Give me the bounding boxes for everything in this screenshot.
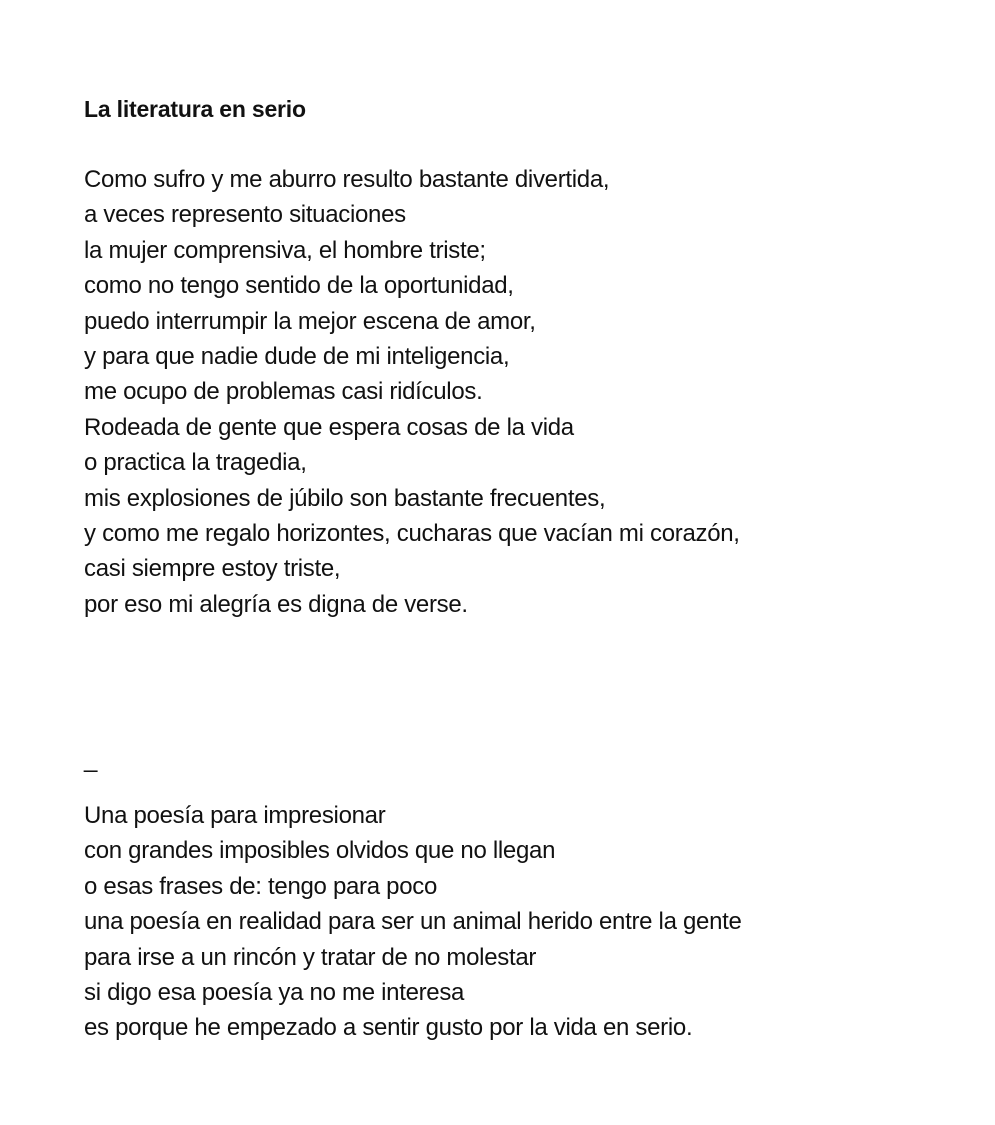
poem-line: una poesía en realidad para ser un animal herido entre la gente [84, 908, 742, 936]
poem-line: mis explosiones de júbilo son bastante frecuentes, [84, 484, 606, 512]
poem-line: como no tengo sentido de la oportunidad, [84, 272, 514, 300]
poem-line: o practica la tragedia, [84, 449, 307, 477]
poem-line: casi siempre estoy triste, [84, 555, 341, 583]
poem-line: la mujer comprensiva, el hombre triste; [84, 236, 486, 264]
poem-line: con grandes imposibles olvidos que no llegan [84, 837, 556, 865]
poem-line: si digo esa poesía ya no me interesa [84, 979, 465, 1007]
poem-title: La literatura en serio [84, 96, 306, 122]
poem-line: y como me regalo horizontes, cucharas que vacían mi corazón, [84, 520, 740, 548]
poem-line: a veces represento situaciones [84, 201, 406, 229]
poem-line: es porque he empezado a sentir gusto por la vida en serio. [84, 1014, 693, 1042]
poem-line: Rodeada de gente que espera cosas de la vida [84, 413, 574, 441]
poem-line: puedo interrumpir la mejor escena de amor, [84, 307, 536, 335]
section-separator: _ [84, 746, 98, 773]
poem-line: o esas frases de: tengo para poco [84, 872, 438, 900]
poem-line: Como sufro y me aburro resulto bastante divertida, [84, 166, 610, 193]
stanza-2 [84, 798, 742, 1046]
document-page [84, 93, 964, 1042]
poem-line: me ocupo de problemas casi ridículos. [84, 378, 483, 406]
poem-line: para irse a un rincón y tratar de no molestar [84, 943, 537, 971]
poem-line: por eso mi alegría es digna de verse. [84, 590, 468, 618]
stanza-1 [84, 162, 740, 622]
poem-line: y para que nadie dude de mi inteligencia, [84, 343, 510, 371]
poem-line: Una poesía para impresionar [84, 802, 386, 829]
